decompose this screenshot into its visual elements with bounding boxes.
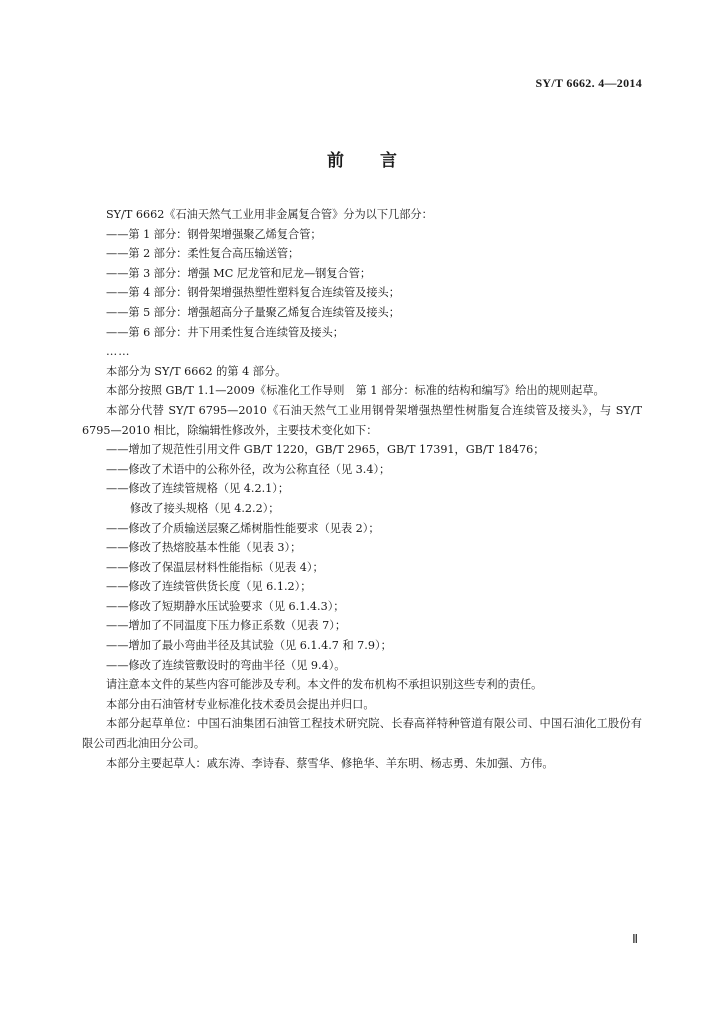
change-item: ——修改了连续管供货长度（见 6.1.2）； [106,580,312,594]
change-item: ——修改了保温层材料性能指标（见表 4）； [106,560,324,574]
part-item: ——第 4 部分：钢骨架增强热塑性塑料复合连续管及接头； [106,286,400,300]
change-item: ——修改了短期静水压试验要求（见 6.1.4.3）； [106,599,345,613]
statement-part: 本部分为 SY/T 6662 的第 4 部分。 [106,364,287,378]
foreword-body [82,205,642,773]
change-item: ——增加了最小弯曲半径及其试验（见 6.1.4.7 和 7.9）； [106,639,392,653]
statement-replace: 本部分代替 SY/T 6795—2010《石油天然气工业用钢骨架增强热塑性树脂复合连续管及接头》，与 SY/T 6795—2010 相比，除编辑性修改外，主要技术变化如下： [82,403,642,437]
change-item: ——增加了规范性引用文件 GB/T 1220，GB/T 2965，GB/T 17391，GB/T 18476； [106,443,545,457]
page-number: Ⅱ [632,932,638,946]
ellipsis: …… [106,345,131,359]
notice-patent: 请注意本文件的某些内容可能涉及专利。本文件的发布机构不承担识别这些专利的责任。 [106,678,543,692]
part-item: ——第 1 部分：钢骨架增强聚乙烯复合管； [106,227,322,241]
part-item: ——第 6 部分：井下用柔性复合连续管及接头； [106,325,344,339]
notice-proposer: 本部分由石油管材专业标准化技术委员会提出并归口。 [106,697,375,711]
part-item: ——第 5 部分：增强超高分子量聚乙烯复合连续管及接头； [106,305,400,319]
doc-code-header: SY/T 6662. 4—2014 [535,76,642,90]
page-title: 前 言 [327,151,397,171]
change-item: ——修改了连续管敷设时的弯曲半径（见 9.4）。 [106,658,346,672]
drafters: 本部分主要起草人：戚东涛、李诗春、蔡雪华、修艳华、羊东明、杨志勇、朱加强、方伟。 [106,756,554,770]
change-item: ——修改了介质输送层聚乙烯树脂性能要求（见表 2）； [106,521,380,535]
statement-drafting: 本部分按照 GB/T 1.1—2009《标准化工作导则 第 1 部分：标准的结构和编写》给出的规则起草。 [106,384,605,398]
change-item: 修改了接头规格（见 4.2.2）； [130,501,280,515]
part-item: ——第 3 部分：增强 MC 尼龙管和尼龙—钢复合管； [106,266,372,280]
intro-paragraph: SY/T 6662《石油天然气工业用非金属复合管》分为以下几部分： [106,208,433,221]
change-item: ——修改了术语中的公称外径，改为公称直径（见 3.4）； [106,462,391,476]
part-item: ——第 2 部分：柔性复合高压输送管； [106,247,300,261]
change-item: ——修改了热熔胶基本性能（见表 3）； [106,541,302,555]
change-item: ——修改了连续管规格（见 4.2.1）； [106,482,290,496]
drafting-units: 本部分起草单位：中国石油集团石油管工程技术研究院、长春高祥特种管道有限公司、中国石油化工股份有限公司西北油田分公司。 [82,717,642,751]
change-item: ——增加了不同温度下压力修正系数（见表 7）； [106,619,347,633]
